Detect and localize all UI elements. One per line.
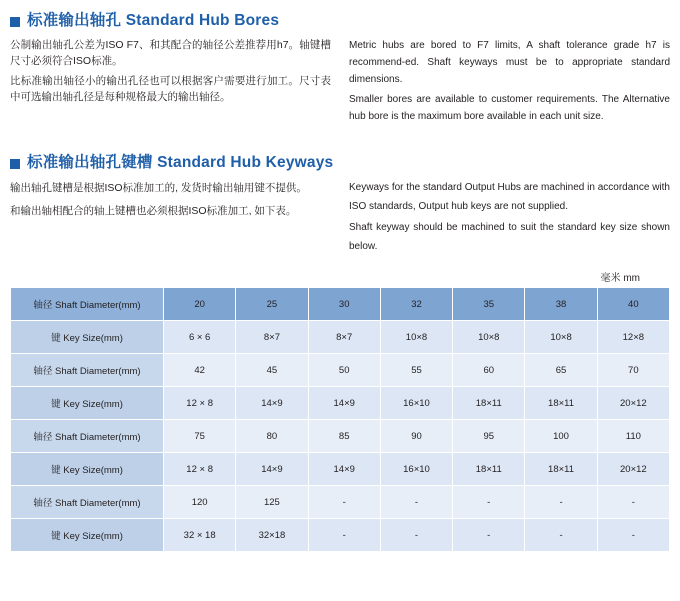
table-row	[11, 354, 670, 387]
row-label: 键 Key Size(mm)	[11, 453, 164, 486]
table-cell: 32	[380, 288, 452, 321]
table-cell: -	[453, 486, 525, 519]
shaft-keyway-table	[10, 287, 670, 552]
table-row	[11, 453, 670, 486]
table-cell: 50	[308, 354, 380, 387]
section-body-english	[349, 179, 670, 259]
table-cell: 30	[308, 288, 380, 321]
paragraph: 和输出轴相配合的轴上键槽也必须根据ISO标准加工, 如下表。	[10, 204, 297, 217]
square-marker-icon	[10, 159, 20, 169]
table-cell: -	[597, 519, 669, 552]
table-cell: 12 × 8	[164, 453, 236, 486]
table-cell: 20	[164, 288, 236, 321]
table-cell: 38	[525, 288, 597, 321]
table-cell: 70	[597, 354, 669, 387]
table-cell: 80	[236, 420, 308, 453]
section-heading	[10, 154, 670, 171]
table-cell: 75	[164, 420, 236, 453]
section-title: 标准输出轴孔 Standard Hub Bores	[27, 12, 280, 29]
table-cell: -	[380, 486, 452, 519]
table-row	[11, 321, 670, 354]
row-label: 键 Key Size(mm)	[11, 321, 164, 354]
table-cell: 32×18	[236, 519, 308, 552]
table-cell: 14×9	[236, 453, 308, 486]
table-cell: 6 × 6	[164, 321, 236, 354]
table-cell: -	[525, 486, 597, 519]
table-row	[11, 420, 670, 453]
paragraph: Metric hubs are bored to F7 limits, A shaft tolerance grade h7 is recommend-ed. Shaft keyways must be to appropriate standard dimensions.	[349, 40, 670, 86]
table-cell: 95	[453, 420, 525, 453]
table-cell: 110	[597, 420, 669, 453]
section-body-english	[349, 37, 670, 128]
paragraph: Keyways for the standard Output Hubs are machined in accordance with ISO standards, Output hub keys are not supplied.	[349, 182, 670, 212]
section-title: 标准输出轴孔键槽 Standard Hub Keyways	[27, 154, 334, 172]
table-cell: 35	[453, 288, 525, 321]
table-cell: 16×10	[380, 453, 452, 486]
table-cell: 40	[597, 288, 669, 321]
table-cell: 14×9	[308, 453, 380, 486]
table-cell: 85	[308, 420, 380, 453]
section-standard-hub-bores	[10, 12, 670, 128]
table-cell: 90	[380, 420, 452, 453]
table-cell: 14×9	[236, 387, 308, 420]
table-cell: 20×12	[597, 453, 669, 486]
table-cell: 65	[525, 354, 597, 387]
table-cell: 18×11	[453, 453, 525, 486]
table-row	[11, 288, 670, 321]
table-cell: 45	[236, 354, 308, 387]
row-label: 键 Key Size(mm)	[11, 519, 164, 552]
row-label: 轴径 Shaft Diameter(mm)	[11, 288, 164, 321]
table-cell: 18×11	[453, 387, 525, 420]
section-standard-hub-keyways	[10, 154, 670, 259]
table-row	[11, 486, 670, 519]
table-cell: 120	[164, 486, 236, 519]
table-cell: 10×8	[380, 321, 452, 354]
table-cell: 8×7	[308, 321, 380, 354]
row-label: 轴径 Shaft Diameter(mm)	[11, 420, 164, 453]
table-cell: 18×11	[525, 453, 597, 486]
section-body	[10, 37, 670, 128]
table-cell: 12 × 8	[164, 387, 236, 420]
section-body-chinese	[10, 37, 331, 128]
section-body-chinese	[10, 179, 331, 259]
table-cell: 42	[164, 354, 236, 387]
table-cell: 18×11	[525, 387, 597, 420]
table-cell: 12×8	[597, 321, 669, 354]
table-cell: -	[453, 519, 525, 552]
table-cell: 14×9	[308, 387, 380, 420]
table-cell: 10×8	[453, 321, 525, 354]
row-label: 轴径 Shaft Diameter(mm)	[11, 354, 164, 387]
table-cell: 32 × 18	[164, 519, 236, 552]
table-cell: 55	[380, 354, 452, 387]
table-cell: 20×12	[597, 387, 669, 420]
paragraph: 比标准输出轴径小的输出孔径也可以根据客户需要进行加工。尺寸表中可选输出轴孔径是每种规格最大的输出轴径。	[10, 74, 331, 103]
table-cell: -	[380, 519, 452, 552]
table-cell: 100	[525, 420, 597, 453]
table-cell: -	[308, 519, 380, 552]
table-cell: 125	[236, 486, 308, 519]
table-cell: 8×7	[236, 321, 308, 354]
paragraph: Smaller bores are available to customer requirements. The Alternative hub bore is the maximum bore available in each unit size.	[349, 94, 670, 123]
paragraph: 输出轴孔键槽是根据ISO标准加工的, 发货时输出轴用键不提供。	[10, 182, 307, 195]
square-marker-icon	[10, 17, 20, 27]
table-cell: -	[525, 519, 597, 552]
table-row	[11, 387, 670, 420]
table-cell: -	[308, 486, 380, 519]
table-cell: -	[597, 486, 669, 519]
section-body	[10, 179, 670, 259]
table-cell: 25	[236, 288, 308, 321]
paragraph: 公制输出轴孔公差为ISO F7、和其配合的轴径公差推荐用h7。轴键槽尺寸必须符合ISO标准。	[10, 39, 331, 68]
row-label: 轴径 Shaft Diameter(mm)	[11, 486, 164, 519]
row-label: 键 Key Size(mm)	[11, 387, 164, 420]
table-cell: 60	[453, 354, 525, 387]
units-label: 毫米 mm	[600, 273, 640, 285]
table-row	[11, 519, 670, 552]
table-cell: 16×10	[380, 387, 452, 420]
table-cell: 10×8	[525, 321, 597, 354]
paragraph: Shaft keyway should be machined to suit the standard key size shown below.	[349, 222, 670, 252]
section-heading	[10, 12, 670, 29]
